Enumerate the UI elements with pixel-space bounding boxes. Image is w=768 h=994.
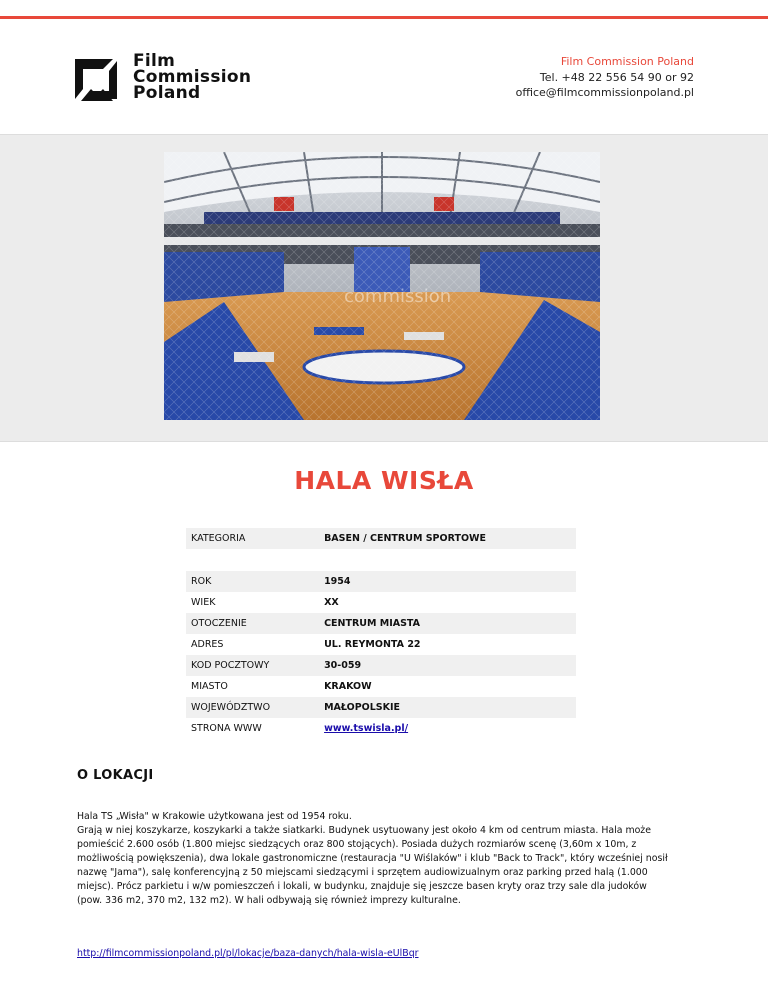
contact-email: office@filmcommissionpoland.pl [515, 86, 694, 99]
description-line: pomieścić 2.600 osób (1.800 miejsc siedzących oraz 800 stojących). Posiada dużych rozmiarów scenę (3,60m x 10m, z [77, 839, 637, 850]
description-line: Grają w niej koszykarze, koszykarki a także siatkarki. Budynek usytuowany jest około 4 km od centrum miasta. Hala może [77, 825, 651, 836]
location-photo [164, 152, 600, 420]
page-title: HALA WISŁA [294, 466, 474, 495]
contact-block [516, 54, 694, 101]
details-row [186, 634, 576, 655]
logo-line-film: Film [133, 51, 176, 71]
photo-watermark: commission [344, 286, 452, 307]
details-row [186, 655, 576, 676]
logo-line-commission: Commission [133, 67, 252, 87]
logo-text [133, 53, 251, 101]
detail-label: OTOCZENIE [186, 613, 319, 634]
logo-line-poland: Poland [133, 83, 201, 103]
details-row [186, 592, 576, 613]
detail-label: WOJEWÓDZTWO [186, 697, 319, 718]
detail-label: MIASTO [191, 681, 228, 692]
detail-value: KRAKOW [324, 681, 372, 692]
footer-url-link[interactable]: http://filmcommissionpoland.pl/pl/lokacje/baza-danych/hala-wisla-eUlBqr [77, 948, 419, 959]
logo[interactable] [73, 51, 252, 105]
details-row [186, 571, 576, 592]
details-row [186, 676, 576, 697]
contact-phone: Tel. +48 22 556 54 90 or 92 [539, 70, 694, 84]
detail-value: 1954 [319, 571, 576, 592]
website-link[interactable]: www.tswisla.pl/ [324, 723, 409, 734]
description-line: możliwością powiększenia), dwa lokale gastronomiczne (restauracja "U Wiślaków" i klub "Back to Track", który wcześniej nosił [77, 853, 668, 864]
section-heading-about: O LOKACJI [77, 768, 154, 783]
details-row [186, 697, 576, 718]
details-row [186, 718, 576, 739]
detail-value: MAŁOPOLSKIE [319, 697, 576, 718]
contact-name: Film Commission Poland [560, 55, 694, 68]
detail-value: BASEN / CENTRUM SPORTOWE [319, 528, 576, 549]
description-line: (pow. 336 m2, 370 m2, 132 m2). W hali odbywają się również imprezy kulturalne. [77, 895, 461, 906]
arena-image [164, 152, 600, 420]
detail-label: KATEGORIA [186, 528, 319, 549]
detail-label: ROK [186, 571, 319, 592]
details-spacer [186, 549, 576, 571]
detail-value: 30-059 [319, 655, 576, 676]
description-line: nazwę "Jama"), salę konferencyjną z 50 miejscami siedzącymi i sprzętem audiowizualnym oraz parking przed halą (1.000 [77, 867, 648, 878]
details-table [186, 528, 576, 739]
details-row [186, 613, 576, 634]
location-description [77, 810, 692, 908]
details-row [186, 528, 576, 549]
detail-label: KOD POCZTOWY [186, 655, 319, 676]
detail-value: UL. REYMONTA 22 [324, 639, 421, 650]
film-commission-logo-icon [73, 55, 119, 103]
detail-label: ADRES [191, 639, 224, 650]
description-line: miejsc). Prócz parkietu i w/w pomieszczeń i lokali, w budynku, znajduje się jeszcze basen kryty oraz trzy sale dla judoków [77, 881, 647, 892]
detail-label: STRONA WWW [191, 723, 262, 734]
description-line: Hala TS „Wisła" w Krakowie użytkowana jest od 1954 roku. [77, 811, 352, 822]
detail-value: XX [324, 597, 339, 608]
detail-value: CENTRUM MIASTA [319, 613, 576, 634]
detail-label: WIEK [191, 597, 216, 608]
top-accent-bar [0, 16, 768, 19]
